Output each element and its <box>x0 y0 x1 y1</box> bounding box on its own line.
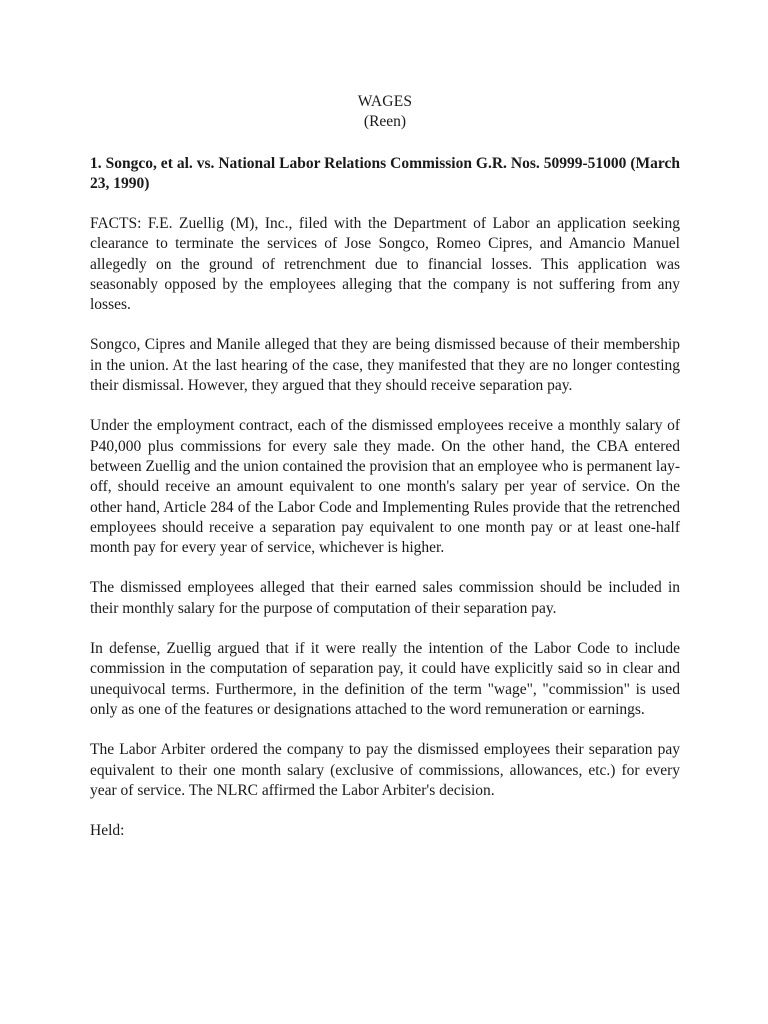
case-heading: 1. Songco, et al. vs. National Labor Relations Commission G.R. Nos. 50999-51000 (March 23, 1990) <box>90 155 680 192</box>
facts-paragraph: FACTS: F.E. Zuellig (M), Inc., filed with the Department of Labor an application seeking clearance to terminate the services of Jose Songco, Romeo Cipres, and Amancio Manuel allegedly on the ground of retrenchment due to financial losses. This application was seasonably opposed by the employees alleging that the company is not suffering from any losses. <box>90 215 680 314</box>
defense-paragraph: In defense, Zuellig argued that if it were really the intention of the Labor Code to include commission in the computation of separation pay, it could have explicitly said so in clear and unequivocal terms. Furthermore, in the definition of the term "wage", "commission" is used only as one of the features or designations attached to the word remuneration or earnings. <box>90 640 680 718</box>
document-page <box>90 92 680 861</box>
employment-contract-paragraph: Under the employment contract, each of the dismissed employees receive a monthly salary of P40,000 plus commissions for every sale they made. On the other hand, the CBA entered between Zuellig and the union contained the provision that an employee who is permanent lay-off, should receive an amount equivalent to one month's salary per year of service. On the other hand, Article 284 of the Labor Code and Implementing Rules provide that the retrenched employees should receive a separation pay equivalent to one month pay or at least one-half month pay for every year of service, whichever is higher. <box>90 417 680 557</box>
labor-arbiter-paragraph: The Labor Arbiter ordered the company to pay the dismissed employees their separation pay equivalent to their one month salary (exclusive of commissions, allowances, etc.) for every year of service. The NLRC affirmed the Labor Arbiter's decision. <box>90 741 680 799</box>
document-subtitle: (Reen) <box>363 113 407 130</box>
document-title: WAGES <box>357 93 413 110</box>
union-membership-paragraph: Songco, Cipres and Manile alleged that they are being dismissed because of their membership in the union. At the last hearing of the case, they manifested that they are no longer contesting their dismissal. However, they argued that they should receive separation pay. <box>90 336 680 395</box>
sales-commission-paragraph: The dismissed employees alleged that their earned sales commission should be included in their monthly salary for the purpose of computation of their separation pay. <box>90 579 680 617</box>
held-paragraph: Held: <box>90 822 125 840</box>
